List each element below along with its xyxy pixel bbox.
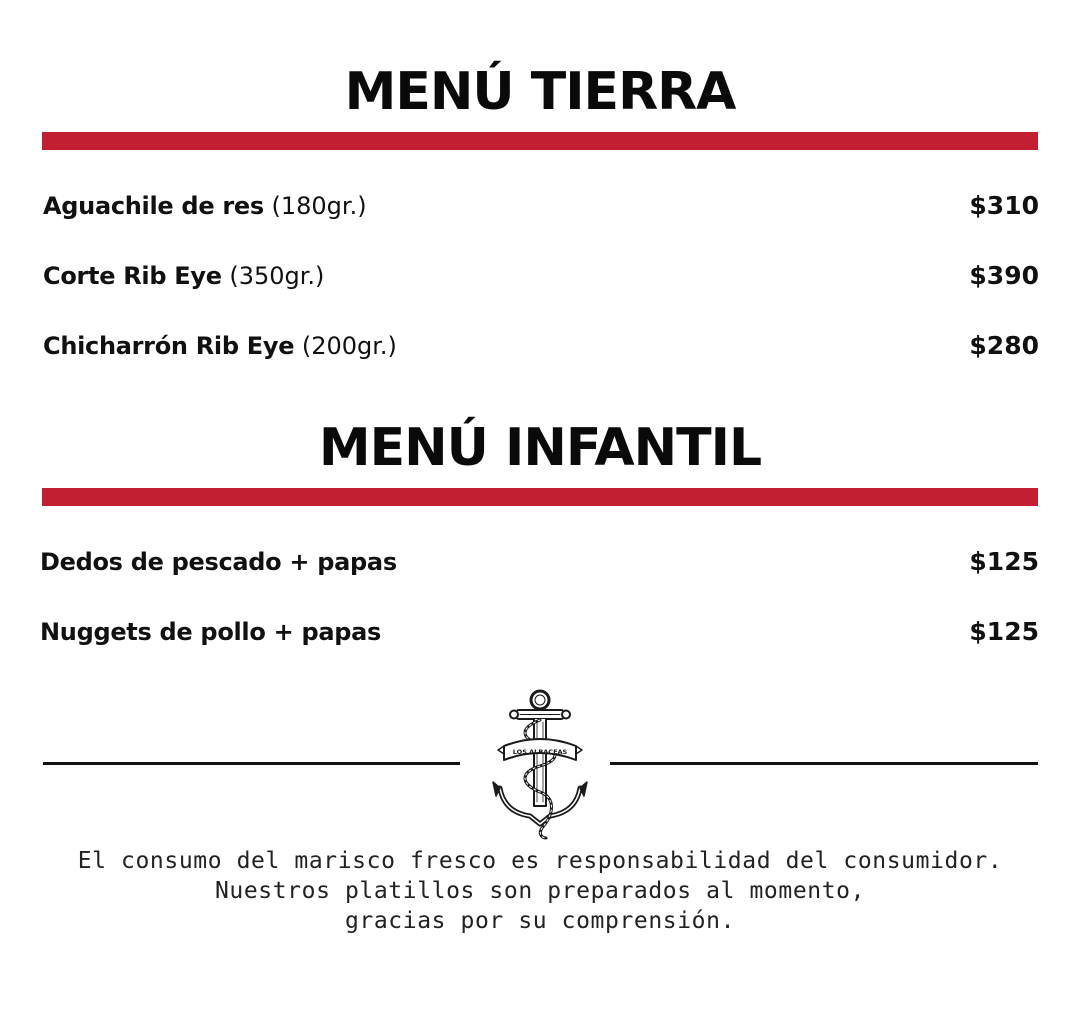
section-divider-tierra — [42, 132, 1038, 150]
menu-item — [43, 328, 1039, 364]
menu-item — [43, 258, 1039, 294]
menu-item-name: Dedos de pescado + papas — [40, 548, 397, 576]
menu-item-price: $125 — [969, 547, 1039, 576]
menu-item-name: Corte Rib Eye — [43, 262, 222, 290]
anchor-banner-text: LOS ALBACEAS — [512, 748, 568, 756]
divider-line-right — [610, 762, 1038, 765]
menu-item-label — [43, 188, 367, 224]
menu-item-price: $390 — [969, 261, 1039, 290]
menu-item-name: Nuggets de pollo + papas — [40, 618, 381, 646]
section-divider-infantil — [42, 488, 1038, 506]
menu-item-label — [40, 614, 381, 650]
disclaimer — [0, 846, 1080, 936]
menu-item-label — [40, 544, 397, 580]
anchor-icon — [490, 688, 590, 840]
divider-line-left — [43, 762, 460, 765]
menu-item-weight: (200gr.) — [301, 332, 397, 360]
section-title-infantil: MENÚ INFANTIL — [318, 418, 762, 478]
menu-item-label — [43, 328, 397, 364]
disclaimer-line: Nuestros platillos son preparados al momento, — [214, 878, 866, 904]
menu-item-price: $310 — [969, 191, 1039, 220]
menu-item — [43, 188, 1039, 224]
menu-item-label — [43, 258, 324, 294]
section-title-tierra: MENÚ TIERRA — [344, 62, 736, 122]
menu-item-name: Aguachile de res — [43, 192, 264, 220]
menu-item — [40, 614, 1039, 650]
menu-item-price: $280 — [969, 331, 1039, 360]
disclaimer-line: El consumo del marisco fresco es responsabilidad del consumidor. — [77, 848, 1003, 874]
menu-item-price: $125 — [969, 617, 1039, 646]
disclaimer-line: gracias por su comprensión. — [344, 908, 736, 934]
menu-item-weight: (350gr.) — [229, 262, 325, 290]
menu-item — [40, 544, 1039, 580]
menu-item-weight: (180gr.) — [271, 192, 367, 220]
menu-item-name: Chicharrón Rib Eye — [43, 332, 295, 360]
